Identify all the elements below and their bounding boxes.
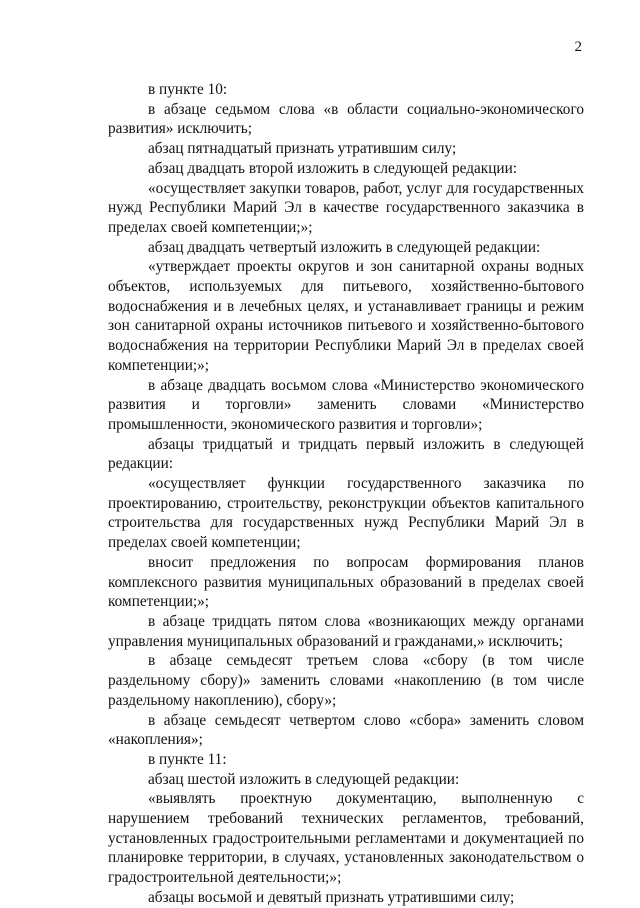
paragraph: вносит предложения по вопросам формирования планов комплексного развития муниципальных образований в пределах своей компетенции;»; xyxy=(108,553,584,611)
paragraph: в абзаце двадцать восьмом слова «Министерство экономического развития и торговли» заменить словами «Министерство промышленности, экономического развития и торговли»; xyxy=(108,376,584,433)
paragraph: в абзаце седьмом слова «в области социально-экономического развития» исключить; xyxy=(108,100,584,138)
paragraph: в абзаце тридцать пятом слова «возникающих между органами управления муниципальных образований и гражданами,» исключить; xyxy=(108,612,584,650)
page-number: 2 xyxy=(574,39,582,55)
paragraph: абзац двадцать второй изложить в следующей редакции: xyxy=(148,159,518,177)
paragraph: «осуществляет функции государственного заказчика по проектированию, строительству, реконструкции объектов капитального строительства для государственных нужд Республики Марий Эл в пределах своей компетенции; xyxy=(108,475,584,552)
paragraph: в абзаце семьдесят третьем слова «сбору (в том числе раздельному сбору)» заменить словами «накоплению (в том числе раздельному накоплению), сбору»; xyxy=(108,652,584,709)
document-body xyxy=(108,80,584,908)
paragraph: в пункте 11: xyxy=(148,750,227,768)
paragraph: «осуществляет закупки товаров, работ, услуг для государственных нужд Республики Марий Эл в качестве государственного заказчика в пределах своей компетенции;»; xyxy=(108,179,584,236)
paragraph: «утверждает проекты округов и зон санитарной охраны водных объектов, используемых для питьевого, хозяйственно-бытового водоснабжения и в лечебных целях, и устанавливает границы и режим зон санитарной охраны источников питьевого и хозяйственно-бытового водоснабжения на территории Республики Марий Эл в пределах своей компетенции;»; xyxy=(108,258,584,374)
paragraph: абзацы тридцатый и тридцать первый изложить в следующей редакции: xyxy=(108,435,584,473)
paragraph: абзац двадцать четвертый изложить в следующей редакции: xyxy=(148,238,541,256)
paragraph: в пункте 10: xyxy=(148,81,228,98)
paragraph: «выявлять проектную документацию, выполненную с нарушением требований технических регламентов, требований, установленных градостроительными регламентами и документацией по планировке территории, в случаях, установленных законодательством о градостроительной деятельности;»; xyxy=(108,790,584,887)
paragraph: абзацы восьмой и девятый признать утратившими силу; xyxy=(148,888,515,906)
paragraph: в абзаце семьдесят четвертом слово «сбора» заменить словом «накопления»; xyxy=(108,711,584,749)
paragraph: абзац пятнадцатый признать утратившим силу; xyxy=(148,140,457,158)
paragraph: абзац шестой изложить в следующей редакции: xyxy=(148,770,460,788)
